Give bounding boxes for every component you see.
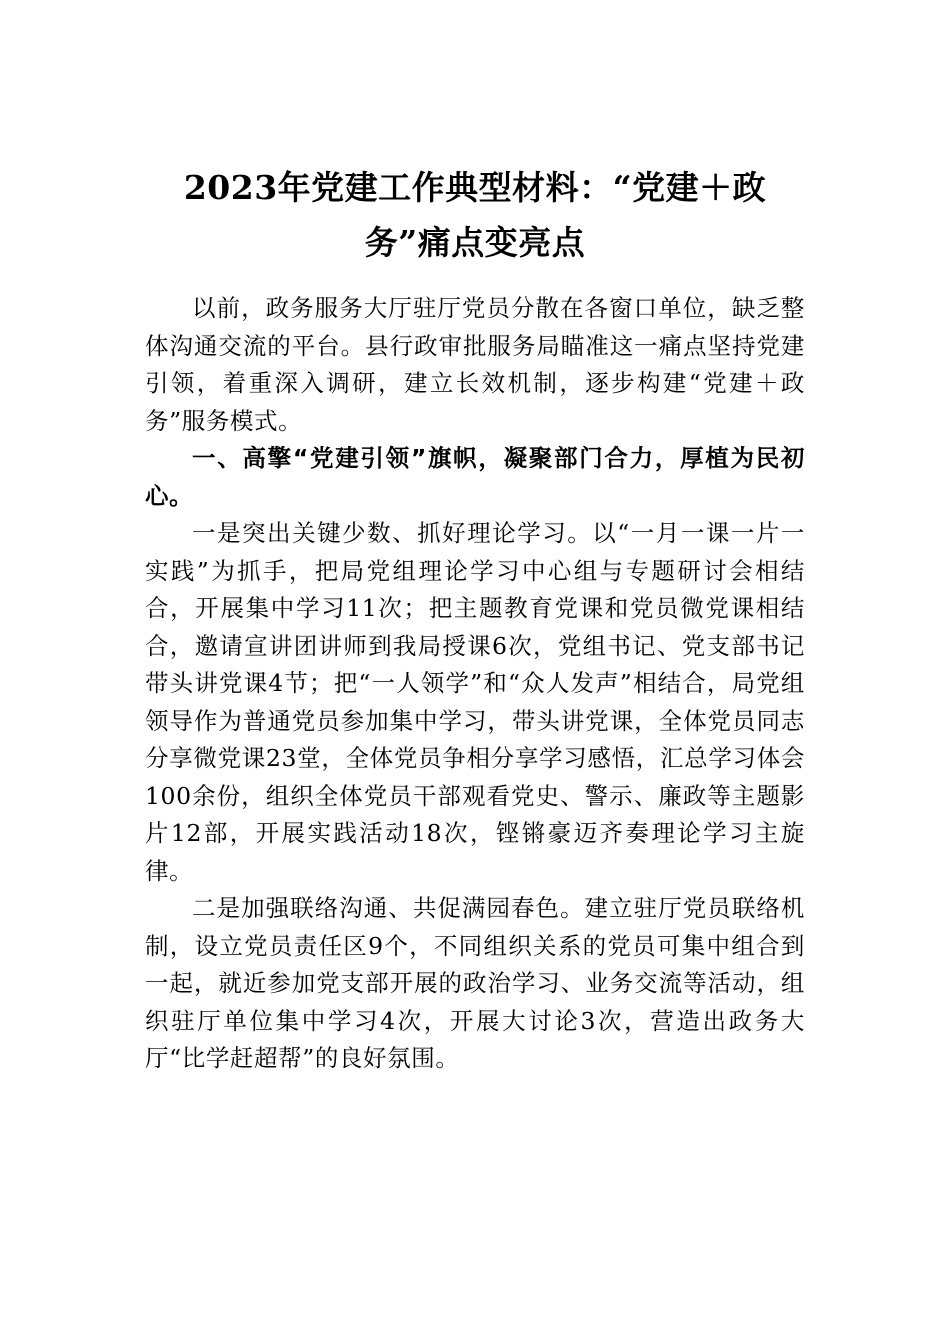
section-1-paragraph-1: 一是突出关键少数、抓好理论学习。以“一月一课一片一实践”为抓手，把局党组理论学习中心组与专题研讨会相结合，开展集中学习11次；把主题教育党课和党员微党课相结合，邀请宣讲团讲师到我局授课6次，党组书记、党支部书记带头讲党课4节；把“一人领学”和“众人发声”相结合，局党组领导作为普通党员参加集中学习，带头讲党课，全体党员同志分享微党课23堂，全体党员争相分享学习感悟，汇总学习体会100余份，组织全体党员干部观看党史、警示、廉政等主题影片12部，开展实践活动18次，铿锵豪迈齐奏理论学习主旋律。 <box>145 519 805 885</box>
title-line-1: 2023年党建工作典型材料：“党建＋政 <box>183 168 767 207</box>
section-1-heading: 一、高擎“党建引领”旗帜，凝聚部门合力，厚植为民初心。 <box>145 444 805 510</box>
document-title <box>145 160 805 270</box>
title-line-2: 务”痛点变亮点 <box>364 223 586 262</box>
document-page <box>145 160 805 1078</box>
section-1-paragraph-2: 二是加强联络沟通、共促满园春色。建立驻厅党员联络机制，设立党员责任区9个，不同组织关系的党员可集中组合到一起，就近参加党支部开展的政治学习、业务交流等活动，组织驻厅单位集中学习4次，开展大讨论3次，营造出政务大厅“比学赶超帮”的良好氛围。 <box>145 894 805 1072</box>
intro-paragraph: 以前，政务服务大厅驻厅党员分散在各窗口单位，缺乏整体沟通交流的平台。县行政审批服务局瞄准这一痛点坚持党建引领，着重深入调研，建立长效机制，逐步构建“党建＋政务”服务模式。 <box>145 294 805 435</box>
